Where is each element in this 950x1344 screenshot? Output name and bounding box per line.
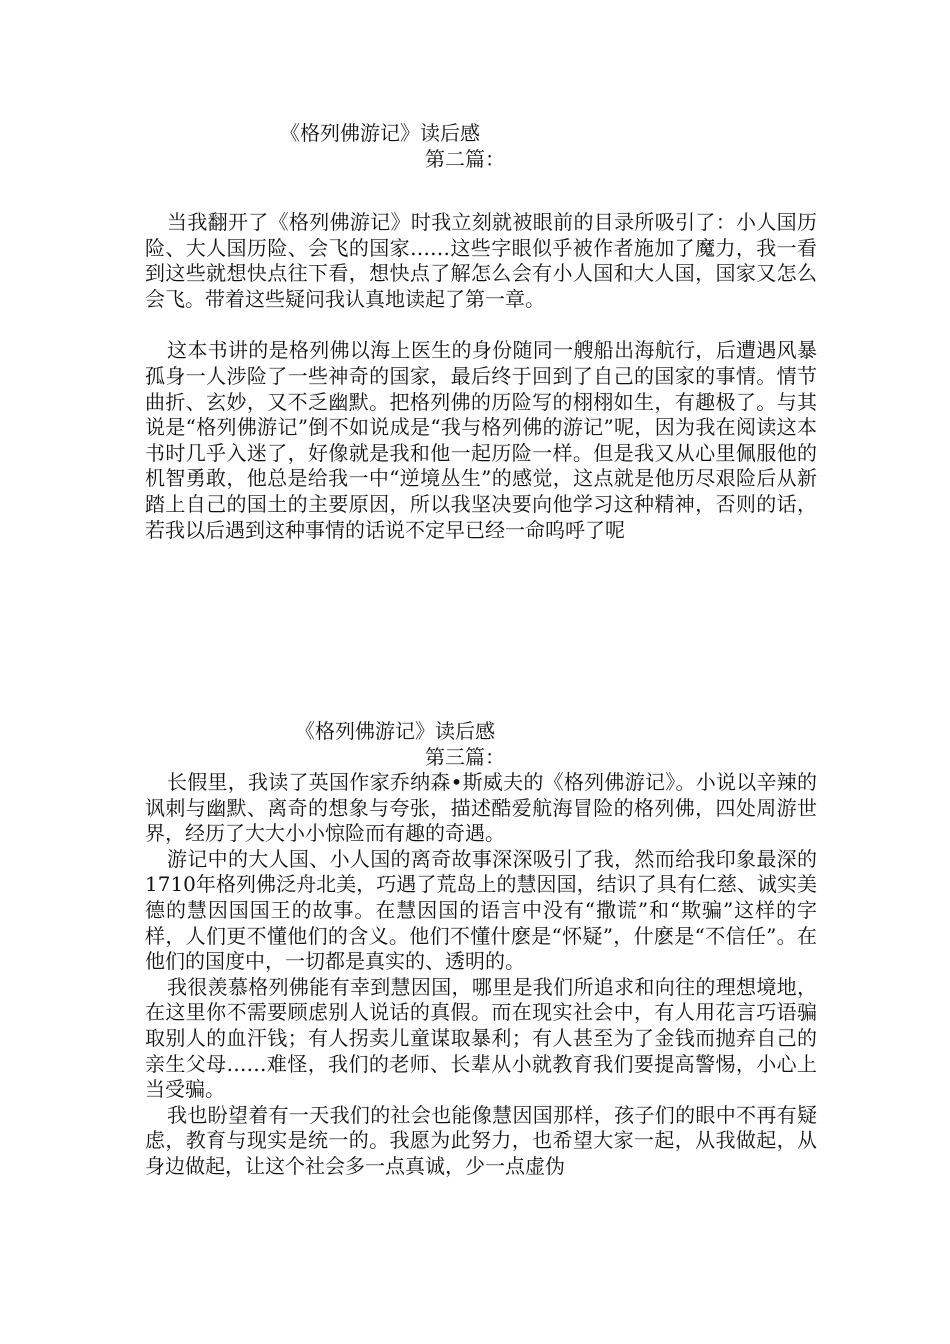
essay-section-2 bbox=[145, 120, 817, 543]
essay-subtitle: 第二篇： bbox=[425, 147, 505, 171]
essay-paragraph: 游记中的大人国、小人国的离奇故事深深吸引了我，然而给我印象最深的1710年格列佛泛舟北美，巧遇了荒岛上的慧因国，结识了具有仁慈、诚实美德的慧因国国王的故事。在慧因国的语言中没有“撒谎”和“欺骗”这样的字样，人们更不懂他们的含义。他们不懂什麽是“怀疑”，什麽是“不信任”。在他们的国度中，一切都是真实的、透明的。 bbox=[145, 846, 817, 974]
essay-paragraph: 我也盼望着有一天我们的社会也能像慧因国那样，孩子们的眼中不再有疑虑，教育与现实是统一的。我愿为此努力，也希望大家一起，从我做起，从身边做起，让这个社会多一点真诚，少一点虚伪 bbox=[145, 1102, 817, 1178]
essay-title: 《格列佛游记》读后感 bbox=[295, 719, 495, 743]
essay-paragraph: 长假里，我读了英国作家乔纳森•斯威夫的《格列佛游记》。小说以辛辣的讽刺与幽默、离奇的想象与夸张，描述酷爱航海冒险的格列佛，四处周游世界，经历了大大小小惊险而有趣的奇遇。 bbox=[145, 770, 817, 846]
essay-paragraph: 我很羡慕格列佛能有幸到慧因国，哪里是我们所追求和向往的理想境地，在这里你不需要顾虑别人说话的真假。而在现实社会中，有人用花言巧语骗取别人的血汗钱；有人拐卖儿童谋取暴利；有人甚至为了金钱而抛弃自己的亲生父母……难怪，我们的老师、长辈从小就教育我们要提高警惕，小心上当受骗。 bbox=[145, 974, 817, 1102]
essay-subtitle: 第三篇： bbox=[425, 745, 505, 769]
essay-section-3 bbox=[145, 718, 817, 1180]
essay-paragraph: 当我翻开了《格列佛游记》时我立刻就被眼前的目录所吸引了：小人国历险、大人国历险、会飞的国家……这些字眼似乎被作者施加了魔力，我一看到这些就想快点往下看，想快点了解怎么会有小人国和大人国，国家又怎么会飞。带着这些疑问我认真地读起了第一章。 bbox=[145, 210, 817, 311]
essay-paragraph: 这本书讲的是格列佛以海上医生的身份随同一艘船出海航行，后遭遇风暴孤身一人涉险了一些神奇的国家，最后终于回到了自己的国家的事情。情节曲折、玄妙，又不乏幽默。把格列佛的历险写的栩栩如生，有趣极了。与其说是“格列佛游记”倒不如说成是“我与格列佛的游记”呢，因为我在阅读这本书时几乎入迷了，好像就是我和他一起历险一样。但是我又从心里佩服他的机智勇敢，他总是给我一中“逆境丛生”的感觉，这点就是他历尽艰险后从新踏上自己的国土的主要原因，所以我坚决要向他学习这种精神，否则的话，若我以后遇到这种事情的话说不定早已经一命呜呼了呢 bbox=[145, 338, 817, 542]
essay-title: 《格列佛游记》读后感 bbox=[280, 121, 480, 145]
